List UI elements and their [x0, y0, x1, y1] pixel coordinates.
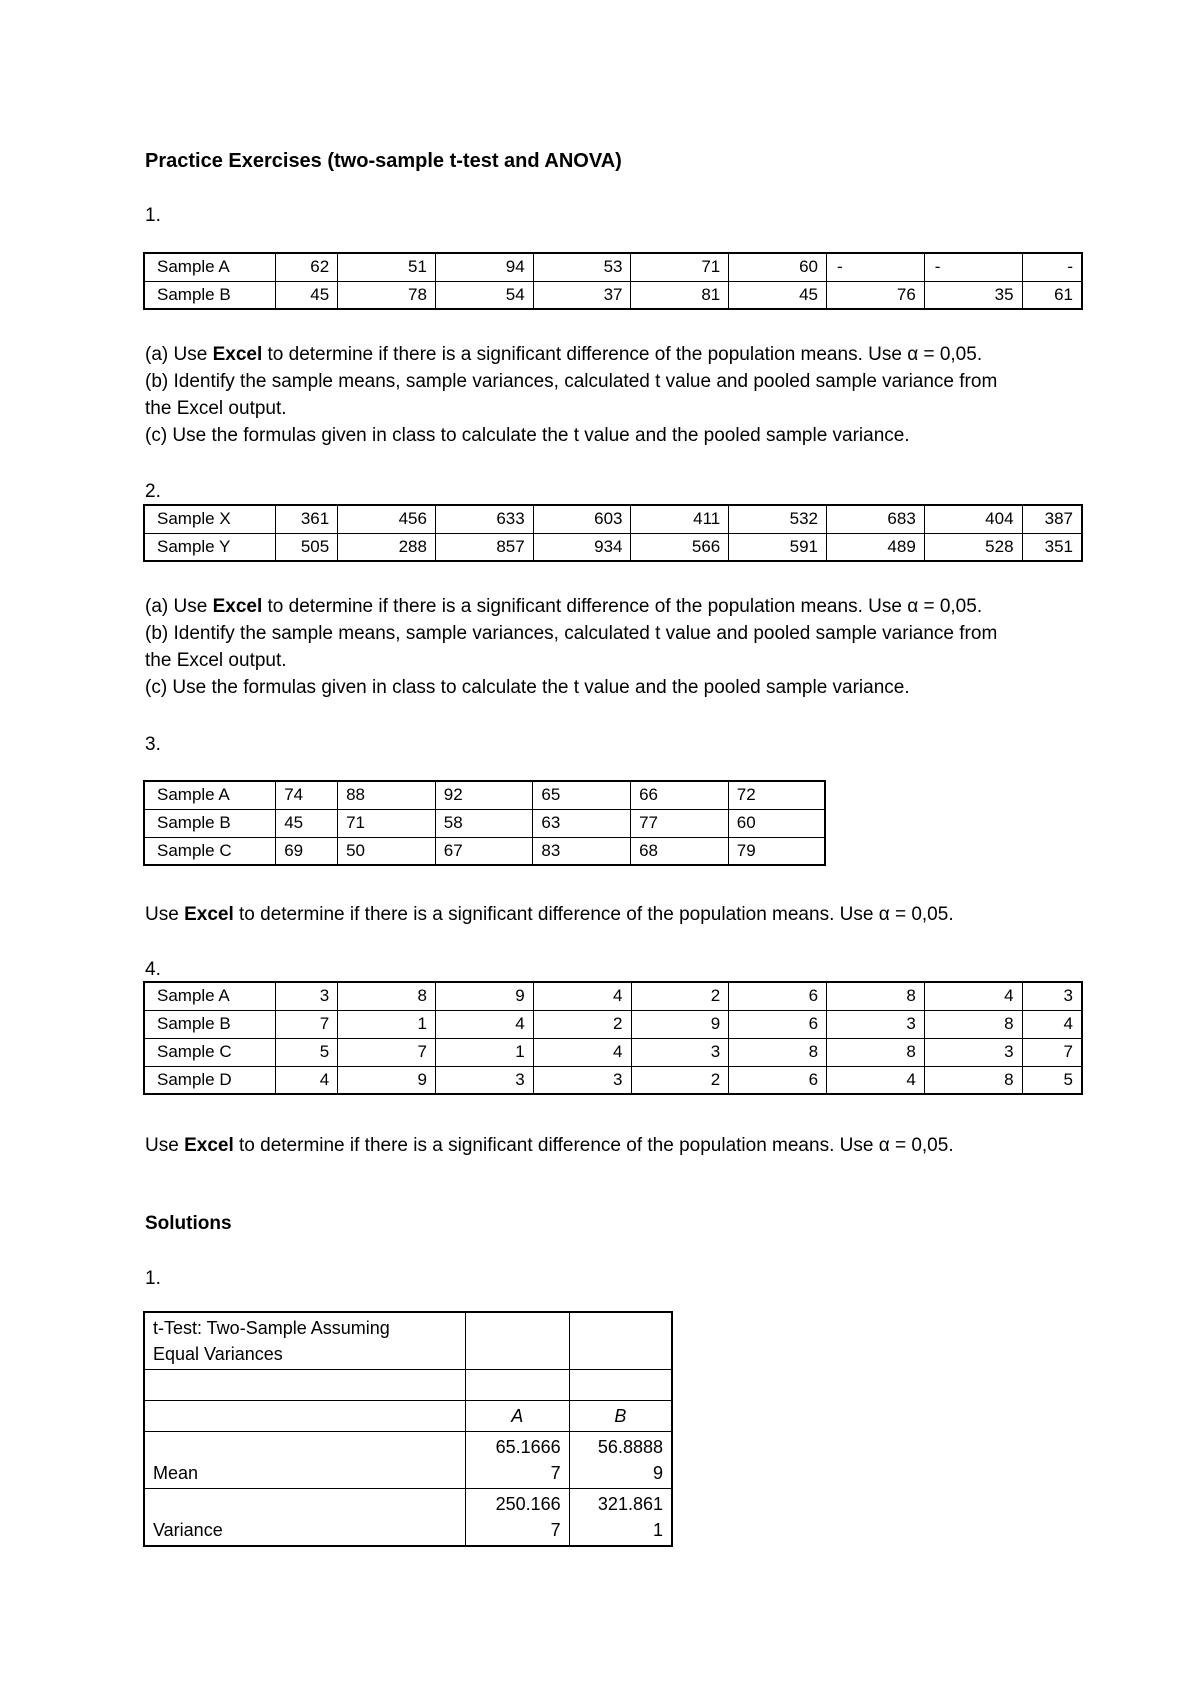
table-cell: 489: [827, 533, 925, 561]
excel-bold: Excel: [184, 904, 234, 925]
text-run: to determine if there is a significant difference of the population means. Use α = 0,05.: [233, 1135, 954, 1156]
mean-a-line-1: 65.1666: [495, 1437, 561, 1457]
table-cell: 9: [435, 982, 533, 1010]
row-label: Sample B: [144, 1010, 276, 1038]
question-4-text: [145, 1132, 1085, 1159]
page-title: Practice Exercises (two-sample t-test and ANOVA): [145, 150, 622, 172]
table-row: [144, 1066, 1082, 1094]
table-cell: 566: [631, 533, 729, 561]
question-2-instructions: [145, 593, 1085, 701]
table-cell: 35: [924, 281, 1022, 309]
row-label: Sample A: [144, 982, 276, 1010]
table-cell: 45: [276, 809, 338, 837]
table-row: [144, 1312, 672, 1370]
variance-b-cell: [569, 1489, 672, 1547]
table-row: [144, 281, 1082, 309]
table-cell: 76: [827, 281, 925, 309]
table-cell: 67: [435, 837, 533, 865]
table-cell: 83: [533, 837, 631, 865]
text-run: to determine if there is a significant difference of the population means. Use α = 0,05.: [233, 904, 954, 925]
table-row: [144, 809, 825, 837]
table-cell: 8: [827, 982, 925, 1010]
table-cell: 4: [276, 1066, 338, 1094]
question-1-part-a: [145, 341, 1085, 368]
question-4-table: [143, 981, 1083, 1095]
table-cell: 633: [435, 505, 533, 533]
excel-bold: Excel: [212, 344, 263, 365]
table-cell: 3: [631, 1038, 729, 1066]
table-row: [144, 1010, 1082, 1038]
table-cell: 4: [435, 1010, 533, 1038]
table-cell: 53: [533, 253, 631, 281]
table-cell: 532: [729, 505, 827, 533]
question-1-part-b: (b) Identify the sample means, sample variances, calculated t value and pooled sample variance from: [145, 371, 998, 392]
text-run: (a) Use: [145, 596, 213, 617]
row-label: Sample D: [144, 1066, 276, 1094]
table-cell: 6: [729, 1066, 827, 1094]
question-3-text: [145, 901, 1085, 928]
table-cell: 505: [276, 533, 338, 561]
row-label: Sample A: [144, 253, 276, 281]
table-cell: 8: [729, 1038, 827, 1066]
table-cell: 62: [276, 253, 338, 281]
table-cell: 857: [435, 533, 533, 561]
table-cell: 72: [728, 781, 825, 809]
table-cell: 5: [276, 1038, 338, 1066]
table-cell: 3: [435, 1066, 533, 1094]
table-cell: [569, 1312, 672, 1370]
table-cell: 3: [1022, 982, 1082, 1010]
row-label-mean: Mean: [144, 1432, 465, 1489]
table-cell: 61: [1022, 281, 1082, 309]
table-cell: 4: [827, 1066, 925, 1094]
table-cell: 60: [728, 809, 825, 837]
column-header-b: B: [569, 1401, 672, 1432]
table-cell: -: [924, 253, 1022, 281]
table-cell: 3: [276, 982, 338, 1010]
table-cell: 71: [338, 809, 436, 837]
table-header-cell: [144, 1312, 465, 1370]
table-cell: 81: [631, 281, 729, 309]
row-label: Sample Y: [144, 533, 276, 561]
table-cell: 8: [338, 982, 436, 1010]
row-label: Sample B: [144, 809, 276, 837]
mean-a-cell: [465, 1432, 569, 1489]
table-cell: [569, 1370, 672, 1401]
row-label: Sample B: [144, 281, 276, 309]
table-cell: 9: [338, 1066, 436, 1094]
table-cell: 68: [631, 837, 729, 865]
table-cell: 4: [533, 1038, 631, 1066]
table-cell: 79: [728, 837, 825, 865]
table-cell: 45: [276, 281, 338, 309]
question-4-instructions: [145, 1132, 1085, 1159]
table-row: [144, 982, 1082, 1010]
question-3-number: 3.: [145, 734, 161, 755]
question-2-part-b: (b) Identify the sample means, sample variances, calculated t value and pooled sample variance from: [145, 623, 998, 644]
table-cell: 6: [729, 1010, 827, 1038]
table-row: [144, 1489, 672, 1547]
table-cell: 60: [729, 253, 827, 281]
table-cell: 69: [276, 837, 338, 865]
table-cell: 3: [533, 1066, 631, 1094]
table-cell: [465, 1370, 569, 1401]
mean-b-cell: [569, 1432, 672, 1489]
table-row: [144, 1432, 672, 1489]
question-2-table: [143, 504, 1083, 562]
question-1-number: 1.: [145, 205, 161, 226]
variance-b-line-2: 1: [652, 1520, 663, 1540]
table-cell: 63: [533, 809, 631, 837]
table-cell: 8: [924, 1066, 1022, 1094]
table-title-line-1: t-Test: Two-Sample Assuming: [153, 1318, 390, 1338]
column-header-a: A: [465, 1401, 569, 1432]
variance-b-line-1: 321.861: [597, 1494, 663, 1514]
table-cell: 387: [1022, 505, 1082, 533]
table-cell: 288: [338, 533, 436, 561]
question-2-number: 2.: [145, 481, 161, 502]
text-run: to determine if there is a significant difference of the population means. Use α = 0,05.: [262, 344, 983, 365]
text-run: to determine if there is a significant difference of the population means. Use α = 0,05.: [262, 596, 983, 617]
table-row: [144, 1038, 1082, 1066]
table-cell: 1: [338, 1010, 436, 1038]
table-cell: 78: [338, 281, 436, 309]
question-3-instructions: [145, 901, 1085, 928]
table-cell: 54: [435, 281, 533, 309]
table-cell: 351: [1022, 533, 1082, 561]
table-cell: 66: [631, 781, 729, 809]
table-row: [144, 533, 1082, 561]
question-1-part-c: (c) Use the formulas given in class to calculate the t value and the pooled sample variance.: [145, 425, 910, 446]
table-cell: 65: [533, 781, 631, 809]
row-label: Sample C: [144, 1038, 276, 1066]
table-cell: 7: [1022, 1038, 1082, 1066]
table-cell: 7: [276, 1010, 338, 1038]
row-label: Sample A: [144, 781, 276, 809]
table-cell: 88: [338, 781, 436, 809]
text-run: (a) Use: [145, 344, 213, 365]
table-row: [144, 253, 1082, 281]
solution-1-table: [143, 1311, 673, 1547]
table-cell: 9: [631, 1010, 729, 1038]
solutions-heading: Solutions: [145, 1213, 232, 1234]
table-cell: 7: [338, 1038, 436, 1066]
table-cell: 2: [533, 1010, 631, 1038]
table-cell: 8: [924, 1010, 1022, 1038]
table-cell: 77: [631, 809, 729, 837]
mean-b-line-1: 56.8888: [597, 1437, 663, 1457]
table-cell: -: [827, 253, 925, 281]
table-row: [144, 781, 825, 809]
table-cell: 71: [631, 253, 729, 281]
table-cell: 92: [435, 781, 533, 809]
question-1-instructions: [145, 341, 1085, 449]
table-cell: 934: [533, 533, 631, 561]
table-cell: 50: [338, 837, 436, 865]
mean-b-line-2: 9: [652, 1463, 663, 1483]
mean-a-line-2: 7: [550, 1463, 561, 1483]
question-4-number: 4.: [145, 959, 161, 980]
table-cell: 411: [631, 505, 729, 533]
table-row: [144, 505, 1082, 533]
table-cell: 51: [338, 253, 436, 281]
table-cell: 94: [435, 253, 533, 281]
table-cell: [144, 1370, 465, 1401]
table-row: [144, 1401, 672, 1432]
row-label-variance: Variance: [144, 1489, 465, 1547]
table-cell: 528: [924, 533, 1022, 561]
table-cell: 591: [729, 533, 827, 561]
text-run: Use: [145, 1135, 185, 1156]
excel-bold: Excel: [212, 596, 263, 617]
solution-1-number: 1.: [145, 1268, 161, 1289]
table-cell: 6: [729, 982, 827, 1010]
question-2-part-a: [145, 593, 1085, 620]
table-cell: 1: [435, 1038, 533, 1066]
question-1-part-b-cont: the Excel output.: [145, 398, 287, 419]
table-cell: 45: [729, 281, 827, 309]
table-cell: 4: [533, 982, 631, 1010]
table-cell: -: [1022, 253, 1082, 281]
table-cell: 74: [276, 781, 338, 809]
table-cell: 8: [827, 1038, 925, 1066]
table-cell: 3: [924, 1038, 1022, 1066]
table-cell: 5: [1022, 1066, 1082, 1094]
table-cell: 456: [338, 505, 436, 533]
table-cell: 404: [924, 505, 1022, 533]
table-cell: 361: [276, 505, 338, 533]
row-label: Sample X: [144, 505, 276, 533]
variance-a-line-1: 250.166: [495, 1494, 561, 1514]
text-run: Use: [145, 904, 185, 925]
table-cell: [144, 1401, 465, 1432]
question-2-part-b-cont: the Excel output.: [145, 650, 287, 671]
row-label: Sample C: [144, 837, 276, 865]
variance-a-line-2: 7: [550, 1520, 561, 1540]
table-cell: 3: [827, 1010, 925, 1038]
question-3-table: [143, 780, 826, 866]
table-cell: 4: [1022, 1010, 1082, 1038]
table-cell: 2: [631, 982, 729, 1010]
table-cell: [465, 1312, 569, 1370]
table-cell: 37: [533, 281, 631, 309]
table-cell: 4: [924, 982, 1022, 1010]
table-cell: 2: [631, 1066, 729, 1094]
table-cell: 683: [827, 505, 925, 533]
variance-a-cell: [465, 1489, 569, 1547]
table-title-line-2: Equal Variances: [153, 1344, 283, 1364]
excel-bold: Excel: [184, 1135, 234, 1156]
table-cell: 603: [533, 505, 631, 533]
question-2-part-c: (c) Use the formulas given in class to calculate the t value and the pooled sample variance.: [145, 677, 910, 698]
table-row: [144, 837, 825, 865]
table-row: [144, 1370, 672, 1401]
table-cell: 58: [435, 809, 533, 837]
question-1-table: [143, 252, 1083, 310]
